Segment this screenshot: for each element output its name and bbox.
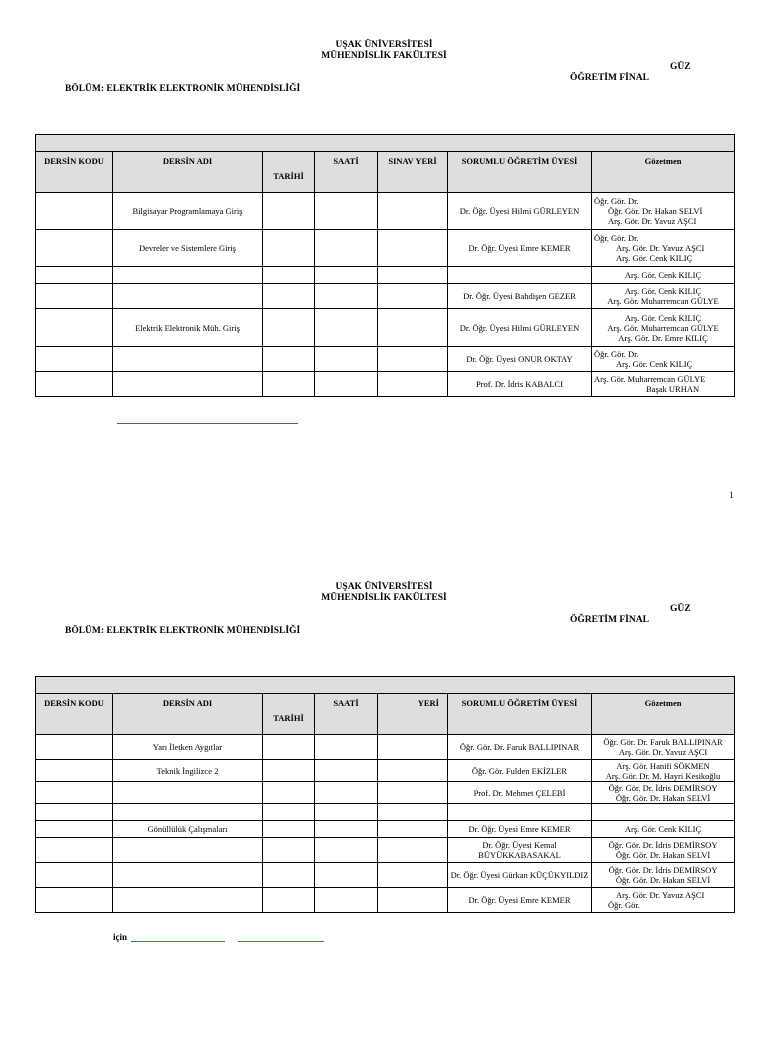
header-course-name: DERSİN ADI — [113, 694, 263, 735]
course-name — [113, 888, 263, 913]
invigilator: Öğr. Gör. Dr. Hakan SELVİ — [615, 850, 711, 860]
responsible-lecturer: Prof. Dr. İdris KABALCI — [448, 372, 592, 397]
invigilator: Öğr. Gör. Dr. İdris DEMİRSOY — [608, 840, 718, 850]
semester-label: GÜZ — [670, 604, 691, 614]
course-name: Gönüllülük Çalışmaları — [113, 821, 263, 838]
page-number: 1 — [729, 490, 734, 500]
signature-line — [131, 941, 225, 942]
responsible-lecturer: Dr. Öğr. Üyesi Emre KEMER — [448, 888, 592, 913]
invigilator: Öğr. Gör. Dr. — [594, 349, 639, 359]
document-page-1 — [0, 0, 768, 512]
invigilator: Arş. Gör. Dr. M. Hayri Kesikoğlu — [605, 770, 721, 781]
invigilators-cell — [592, 782, 735, 804]
invigilator: Öğr. Gör. Dr. İdris DEMİRSOY — [608, 782, 718, 793]
invigilators-cell — [592, 284, 735, 309]
course-name — [113, 804, 263, 821]
signature-line — [117, 423, 298, 424]
signature-label: için — [113, 932, 128, 942]
table-row — [36, 230, 735, 267]
table-row — [36, 372, 735, 397]
invigilators-cell — [592, 193, 735, 230]
faculty-name: MÜHENDİSLİK FAKÜLTESİ — [321, 51, 447, 61]
header-date: TARİHİ — [263, 694, 315, 735]
invigilator: Arş. Gör. Cenk KILIÇ — [616, 359, 693, 369]
header-course-name: DERSİN ADI — [113, 152, 263, 193]
course-name — [113, 347, 263, 372]
table-top-band — [36, 135, 735, 152]
responsible-lecturer: Dr. Öğr. Üyesi ONUR OKTAY — [448, 347, 592, 372]
header-location: YERİ — [378, 694, 448, 735]
responsible-lecturer: Prof. Dr. Mehmet ÇELEBİ — [448, 782, 592, 804]
invigilator: Arş. Gör. Cenk KILIÇ — [616, 253, 693, 263]
invigilators-cell — [592, 309, 735, 347]
department-label: BÖLÜM: ELEKTRİK ELEKTRONİK MÜHENDİSLİĞİ — [65, 626, 301, 636]
course-name — [113, 267, 263, 284]
table-row — [36, 735, 735, 760]
course-name — [113, 372, 263, 397]
responsible-lecturer: Öğr. Gör. Dr. Faruk BALLIPINAR — [448, 735, 592, 760]
responsible-lecturer: Dr. Öğr. Üyesi Hilmi GÜRLEYEN — [448, 309, 592, 347]
table-row — [36, 267, 735, 284]
invigilator: Arş. Gör. Dr. Yavuz AŞCI — [616, 890, 705, 900]
exam-schedule-table — [35, 134, 735, 397]
course-name: Teknik İngilizce 2 — [113, 760, 263, 782]
invigilator: Arş. Gör. Dr. Yavuz AŞCI — [608, 216, 697, 226]
header-date: TARİHİ — [263, 152, 315, 193]
course-name — [113, 863, 263, 888]
invigilator: Başak URHAN — [646, 384, 700, 394]
table-row — [36, 838, 735, 863]
invigilator: Öğr. Gör. Dr. İdris DEMİRSOY — [608, 865, 718, 875]
invigilators-cell — [592, 735, 735, 760]
invigilator: Arş. Gör. Hanifi SÖKMEN — [616, 760, 710, 771]
invigilator: Arş. Gör. Dr. Emre KILIÇ — [618, 332, 708, 343]
invigilators-cell — [592, 347, 735, 372]
responsible-lecturer — [448, 804, 592, 821]
invigilator: Arş. Gör. Cenk KILIÇ — [624, 312, 702, 323]
header-time: SAATİ — [315, 694, 378, 735]
invigilator: Arş. Gör. Muharremcan GÜLYE — [607, 322, 719, 333]
course-name — [113, 284, 263, 309]
responsible-lecturer: Dr. Öğr. Üyesi Emre KEMER — [448, 230, 592, 267]
course-name — [113, 782, 263, 804]
invigilator: Arş. Gör. Dr. Yavuz AŞCI — [618, 747, 708, 757]
invigilator: Öğr. Gör. Dr. — [594, 233, 639, 243]
header-time: SAATİ — [315, 152, 378, 193]
signature-line — [238, 941, 324, 942]
invigilator: Öğr. Gör. — [608, 900, 640, 910]
header-responsible: SORUMLU ÖĞRETİM ÜYESİ — [448, 152, 592, 193]
table-row — [36, 760, 735, 782]
table-header-row — [36, 694, 735, 735]
table-top-band — [36, 677, 735, 694]
invigilators-cell — [592, 804, 735, 821]
header-invigilator: Gözetmen — [592, 152, 735, 193]
table-row — [36, 309, 735, 347]
course-name: Elektrik Elektronik Müh. Giriş — [113, 309, 263, 347]
header-location: SINAV YERİ — [378, 152, 448, 193]
header-course-code: DERSİN KODU — [36, 152, 113, 193]
exam-type-label: ÖĞRETİM FİNAL — [570, 73, 649, 83]
course-name: Yarı İletken Aygıtlar — [113, 735, 263, 760]
course-name: Bilgisayar Programlamaya Giriş — [113, 193, 263, 230]
table-row — [36, 347, 735, 372]
invigilator: Öğr. Gör. Dr. Hakan SELVİ — [615, 792, 711, 803]
responsible-lecturer: Öğr. Gör. Fulden EKİZLER — [448, 760, 592, 782]
header-invigilator: Gözetmen — [592, 694, 735, 735]
invigilators-cell — [592, 888, 735, 913]
faculty-name: MÜHENDİSLİK FAKÜLTESİ — [321, 593, 447, 603]
table-row — [36, 863, 735, 888]
invigilator: Arş. Gör. Muharremcan GÜLYE — [607, 296, 719, 306]
invigilator: Öğr. Gör. Dr. Hakan SELVİ — [608, 206, 703, 216]
table-row — [36, 782, 735, 804]
university-name: UŞAK ÜNİVERSİTESİ — [335, 582, 433, 592]
document-page-2 — [0, 542, 768, 1054]
header-course-code: DERSİN KODU — [36, 694, 113, 735]
invigilator: Arş. Gör. Cenk KILIÇ — [624, 824, 702, 834]
header-responsible: SORUMLU ÖĞRETİM ÜYESİ — [448, 694, 592, 735]
course-name — [113, 838, 263, 863]
responsible-lecturer: Dr. Öğr. Üyesi Hilmi GÜRLEYEN — [448, 193, 592, 230]
responsible-lecturer — [448, 267, 592, 284]
invigilators-cell — [592, 863, 735, 888]
course-name: Devreler ve Sistemlere Giriş — [113, 230, 263, 267]
invigilator: Arş. Gör. Cenk KILIÇ — [624, 270, 702, 280]
responsible-lecturer: Dr. Öğr. Üyesi Kemal BÜYÜKKABASAKAL — [448, 838, 592, 863]
responsible-lecturer: Dr. Öğr. Üyesi Gürkan KÜÇÜKYILDIZ — [448, 863, 592, 888]
invigilator: Öğr. Gör. Dr. — [594, 196, 639, 206]
invigilator: Öğr. Gör. Dr. Faruk BALLIPINAR — [603, 737, 723, 747]
table-row — [36, 804, 735, 821]
invigilators-cell — [592, 372, 735, 397]
invigilators-cell — [592, 838, 735, 863]
exam-schedule-table — [35, 676, 735, 913]
invigilators-cell — [592, 760, 735, 782]
university-name: UŞAK ÜNİVERSİTESİ — [335, 40, 433, 50]
responsible-lecturer: Dr. Öğr. Üyesi Emre KEMER — [448, 821, 592, 838]
invigilator: Arş. Gör. Dr. Yavuz AŞCI — [616, 243, 705, 253]
table-row — [36, 888, 735, 913]
table-row — [36, 284, 735, 309]
invigilator: Arş. Gör. Cenk KILIÇ — [624, 286, 702, 296]
table-row — [36, 193, 735, 230]
invigilators-cell — [592, 230, 735, 267]
table-row — [36, 821, 735, 838]
invigilator: Arş. Gör. Muharremcan GÜLYE — [594, 374, 706, 384]
invigilators-cell — [592, 267, 735, 284]
invigilators-cell — [592, 821, 735, 838]
department-label: BÖLÜM: ELEKTRİK ELEKTRONİK MÜHENDİSLİĞİ — [65, 84, 301, 94]
exam-type-label: ÖĞRETİM FİNAL — [570, 615, 649, 625]
invigilator: Öğr. Gör. Dr. Hakan SELVİ — [615, 875, 711, 885]
table-header-row — [36, 152, 735, 193]
responsible-lecturer: Dr. Öğr. Üyesi Bahdişen GEZER — [448, 284, 592, 309]
semester-label: GÜZ — [670, 62, 691, 72]
